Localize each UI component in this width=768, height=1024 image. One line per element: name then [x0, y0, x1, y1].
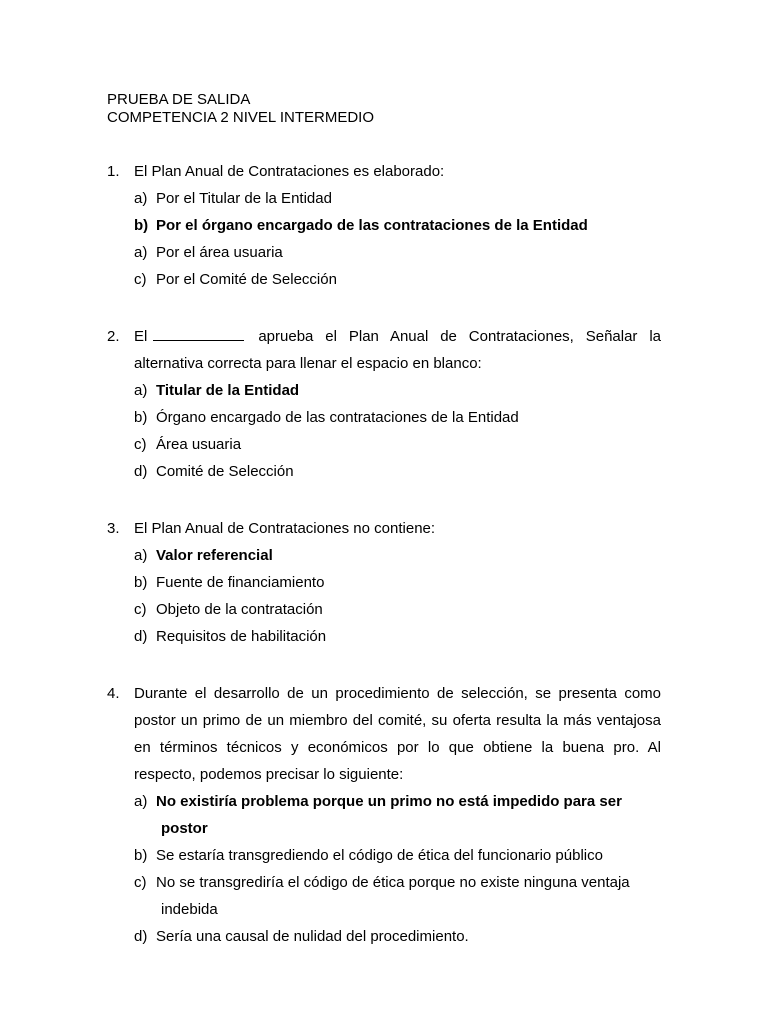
option-text-continuation: indebida: [161, 901, 218, 918]
option-item: [134, 458, 661, 485]
option-letter: c): [134, 601, 147, 618]
option-letter: b): [134, 847, 148, 864]
question-2: [107, 323, 661, 485]
option-text: Requisitos de habilitación: [156, 628, 327, 645]
option-text: Sería una causal de nulidad del procedimiento.: [156, 928, 469, 945]
option-text-line: No existiría problema porque un primo no está impedido para ser: [156, 793, 622, 810]
option-item: [134, 404, 661, 431]
question-4: [107, 680, 661, 950]
header-subtitle: COMPETENCIA 2 NIVEL INTERMEDIO: [107, 109, 374, 126]
option-text: Órgano encargado de las contrataciones de la Entidad: [156, 409, 519, 426]
question-number: 1.: [107, 163, 120, 180]
question-number: 4.: [107, 685, 120, 702]
option-letter: b): [134, 217, 149, 234]
option-letter: a): [134, 190, 148, 207]
option-text: [156, 869, 661, 923]
option-text: Por el Comité de Selección: [156, 271, 337, 288]
option-item: [134, 596, 661, 623]
option-text: Área usuaria: [156, 436, 242, 453]
option-letter: a): [134, 793, 148, 810]
header-title: PRUEBA DE SALIDA: [107, 91, 251, 108]
option-letter: c): [134, 271, 147, 288]
option-item: [134, 239, 661, 266]
option-letter: d): [134, 463, 148, 480]
option-item: [134, 923, 661, 950]
option-item: [134, 431, 661, 458]
question-3: [107, 515, 661, 650]
question-number: 2.: [107, 328, 120, 345]
option-text: Se estaría transgrediendo el código de ética del funcionario público: [156, 847, 603, 864]
option-text: Objeto de la contratación: [156, 601, 323, 618]
option-text: Titular de la Entidad: [156, 382, 300, 399]
option-text: Comité de Selección: [156, 463, 294, 480]
option-item-correct: [134, 788, 661, 842]
option-item: [134, 869, 661, 923]
option-letter: c): [134, 436, 147, 453]
option-text: [156, 788, 661, 842]
question-text: El Plan Anual de Contrataciones no contiene:: [134, 520, 436, 537]
question-1: [107, 158, 661, 293]
option-item-correct: [134, 377, 661, 404]
option-text: Por el órgano encargado de las contrataciones de la Entidad: [156, 217, 588, 234]
option-item: [134, 569, 661, 596]
option-text: Por el Titular de la Entidad: [156, 190, 332, 207]
option-letter: d): [134, 628, 148, 645]
option-item-correct: [134, 542, 661, 569]
option-letter: a): [134, 244, 148, 261]
document-header: [107, 91, 374, 127]
question-text: Durante el desarrollo de un procedimiento de selección, se presenta como postor un primo de un miembro del comité, su oferta resulta la más ventajosa en términos técnicos y económicos por lo que obtiene la buena pro. Al respecto, podemos precisar lo siguiente:: [134, 685, 661, 783]
question-text-start: El: [134, 328, 148, 345]
option-letter: d): [134, 928, 148, 945]
option-text-line: No se transgrediría el código de ética porque no existe ninguna ventaja: [156, 874, 630, 891]
option-item: [134, 842, 661, 869]
option-letter: b): [134, 574, 148, 591]
option-text: Fuente de financiamiento: [156, 574, 325, 591]
fill-in-blank: [153, 325, 244, 341]
option-text: Valor referencial: [156, 547, 273, 564]
question-text: El Plan Anual de Contrataciones es elaborado:: [134, 163, 445, 180]
question-number: 3.: [107, 520, 120, 537]
option-item-correct: [134, 212, 661, 239]
option-letter: b): [134, 409, 148, 426]
option-letter: a): [134, 382, 148, 399]
option-text: Por el área usuaria: [156, 244, 283, 261]
option-letter: a): [134, 547, 148, 564]
option-text-continuation: postor: [161, 820, 208, 837]
option-item: [134, 623, 661, 650]
question-text-rest: aprueba el Plan Anual de Contrataciones, Señalar la alternativa correcta para llenar el espacio en blanco:: [134, 328, 661, 372]
option-item: [134, 185, 661, 212]
question-text: [134, 323, 661, 377]
option-item: [134, 266, 661, 293]
option-letter: c): [134, 874, 147, 891]
